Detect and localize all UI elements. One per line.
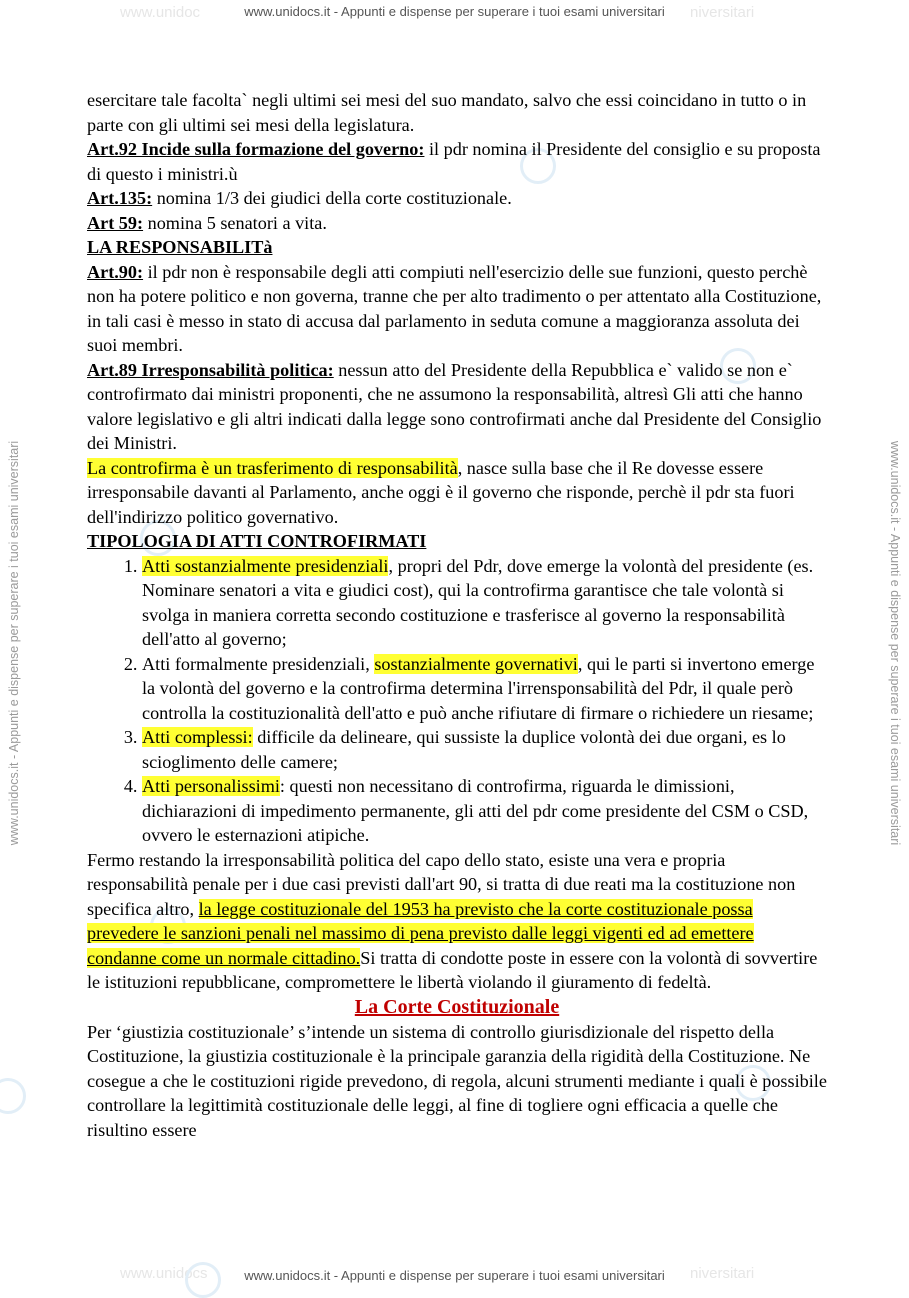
art135-text: nomina 1/3 dei giudici della corte costituzionale.	[152, 188, 512, 208]
list-item-highlight: Atti personalissimi	[142, 776, 280, 796]
list-item-text: : questi non necessitano di controfirma, riguarda le dimissioni, dichiarazioni di impedimento permanente, gli atti del pdr come presidente del CSM o CSD, ovvero le esternazioni atipiche.	[142, 776, 809, 845]
list-item-highlight: Atti sostanzialmente presidenziali	[142, 555, 389, 576]
list-item	[142, 652, 827, 726]
fermo-highlight: la legge costituzionale del 1953 ha previsto che la corte costituzionale possa prevedere le sanzioni penali nel massimo di pena previsto dalle leggi vigenti ed ad emettere condanne come un normale cittadino.	[87, 898, 754, 968]
art92-label: Art.92 Incide sulla formazione del governo:	[87, 139, 425, 159]
controfirma-text: , nasce sulla base che il Re dovesse essere irresponsabile davanti al Parlamento, anche oggi è il governo che risponde, perchè il pdr sta fuori dell'indirizzo politico governativo.	[87, 457, 795, 527]
faint-watermark-bottom-right: niversitari	[690, 1265, 755, 1282]
list-item-text: difficile da delineare, qui sussiste la duplice volontà dei due organi, es lo scioglimento delle camere;	[142, 727, 786, 772]
paragraph-intro: esercitare tale facolta` negli ultimi sei mesi del suo mandato, salvo che essi coincidano in tutto o in parte con gli ultimi sei mesi della legislatura.	[87, 90, 807, 135]
paragraph-art92	[87, 137, 827, 186]
list-item	[142, 554, 827, 652]
paragraph-corte: Per ‘giustizia costituzionale’ s’intende un sistema di controllo giurisdizionale del rispetto della Costituzione, la giustizia costituzionale è la principale garanzia della rigidità della Costituzione. Ne cosegue a che le costituzioni rigide prevedono, di regola, alcuni strumenti mediante i quali è possibile controllare la legittimità costituzionale delle leggi, al fine di togliere ogni efficacia a quelle che risultino essere	[87, 1021, 827, 1140]
art89-label: Art.89 Irresponsabilità politica:	[87, 359, 334, 380]
watermark-footer: www.unidocs.it - Appunti e dispense per superare i tuoi esami universitari	[244, 1268, 665, 1283]
list-item	[142, 725, 827, 774]
paragraph-art89	[87, 358, 827, 456]
paragraph-art59	[87, 211, 827, 236]
watermark-header: www.unidocs.it - Appunti e dispense per superare i tuoi esami universitari	[244, 4, 665, 19]
list-item-highlight: sostanzialmente governativi	[374, 653, 578, 674]
paragraph-art135	[87, 186, 827, 211]
heading-corte-costituzionale: La Corte Costituzionale	[354, 995, 560, 1018]
art89-text: nessun atto del Presidente della Repubblica e` valido se non e` controfirmato dai ministri proponenti, che ne assumono la responsabilità, altresì Gli atti che hanno valore legislativo e gli altri indicati dalla legge sono controfirmati anche dal Presidente del Consiglio dei Ministri.	[87, 359, 822, 453]
watermark-side-right: www.unidocs.it - Appunti e dispense per superare i tuoi esami universitari	[888, 440, 902, 846]
watermark-side-left: www.unidocs.it - Appunti e dispense per superare i tuoi esami universitari	[7, 440, 21, 846]
fermo-after: Si tratta di condotte poste in essere con la volontà di sovvertire le istituzioni repubblicane, compromettere le libertà violando il giuramento di fedeltà.	[87, 947, 818, 992]
art92-text: il pdr nomina il Presidente del consiglio e su proposta di questo i ministri.ù	[87, 139, 821, 184]
art59-label: Art 59:	[87, 212, 144, 233]
list-item	[142, 774, 827, 848]
list-item-highlight: Atti complessi:	[142, 727, 253, 747]
list-item-text: , propri del Pdr, dove emerge la volontà del presidente (es. Nominare senatori a vita e giudici cost), qui la controfirma garantisce che tale volontà si svolga in maniera corretta secondo costituzione e trasferisce al governo la responsabilità dell'atto al governo;	[142, 555, 814, 649]
faint-watermark-top-left: www.unidoc	[120, 4, 201, 21]
fermo-text: Fermo restando la irresponsabilità politica del capo dello stato, esiste una vera e propria responsabilità penale per i due casi previsti dall'art 90, si tratta di due reati ma la costituzione non specifica altro,	[87, 849, 796, 919]
faint-watermark-top-right: niversitari	[690, 4, 755, 21]
unidocs-logo-icon	[0, 1078, 26, 1114]
list-item-text: , qui le parti si invertono emerge la volontà del governo e la controfirma determina l'irrensponsabilità del Pdr, il quale però controlla la costituzionalità dell'atto e può anche rifiutare di firmare o richiedere un riesame;	[142, 653, 815, 723]
art59-text: nomina 5 senatori a vita.	[143, 212, 327, 233]
paragraph-controfirma	[87, 456, 827, 530]
document-body	[87, 88, 827, 1142]
art90-label: Art.90:	[87, 261, 144, 282]
paragraph-fermo	[87, 848, 827, 995]
list-item-pre: Atti formalmente presidenziali,	[142, 653, 375, 674]
tipologia-list	[87, 554, 827, 848]
heading-tipologia: TIPOLOGIA DI ATTI CONTROFIRMATI	[87, 531, 427, 551]
controfirma-highlight: La controfirma è un trasferimento di responsabilità	[87, 457, 458, 478]
art135-label: Art.135:	[87, 188, 153, 208]
art90-text: il pdr non è responsabile degli atti compiuti nell'esercizio delle sue funzioni, questo perchè non ha potere politico e non governa, tranne che per alto tradimento o per attentato alla Costituzione, in tali casi è messo in stato di accusa dal parlamento in seduta comune a maggioranza assoluta dei suoi membri.	[87, 261, 822, 355]
unidocs-logo-icon	[185, 1262, 221, 1298]
heading-responsabilita: LA RESPONSABILITà	[87, 237, 273, 257]
faint-watermark-bottom-left: www.unidocs	[120, 1265, 208, 1282]
paragraph-art90	[87, 260, 827, 358]
